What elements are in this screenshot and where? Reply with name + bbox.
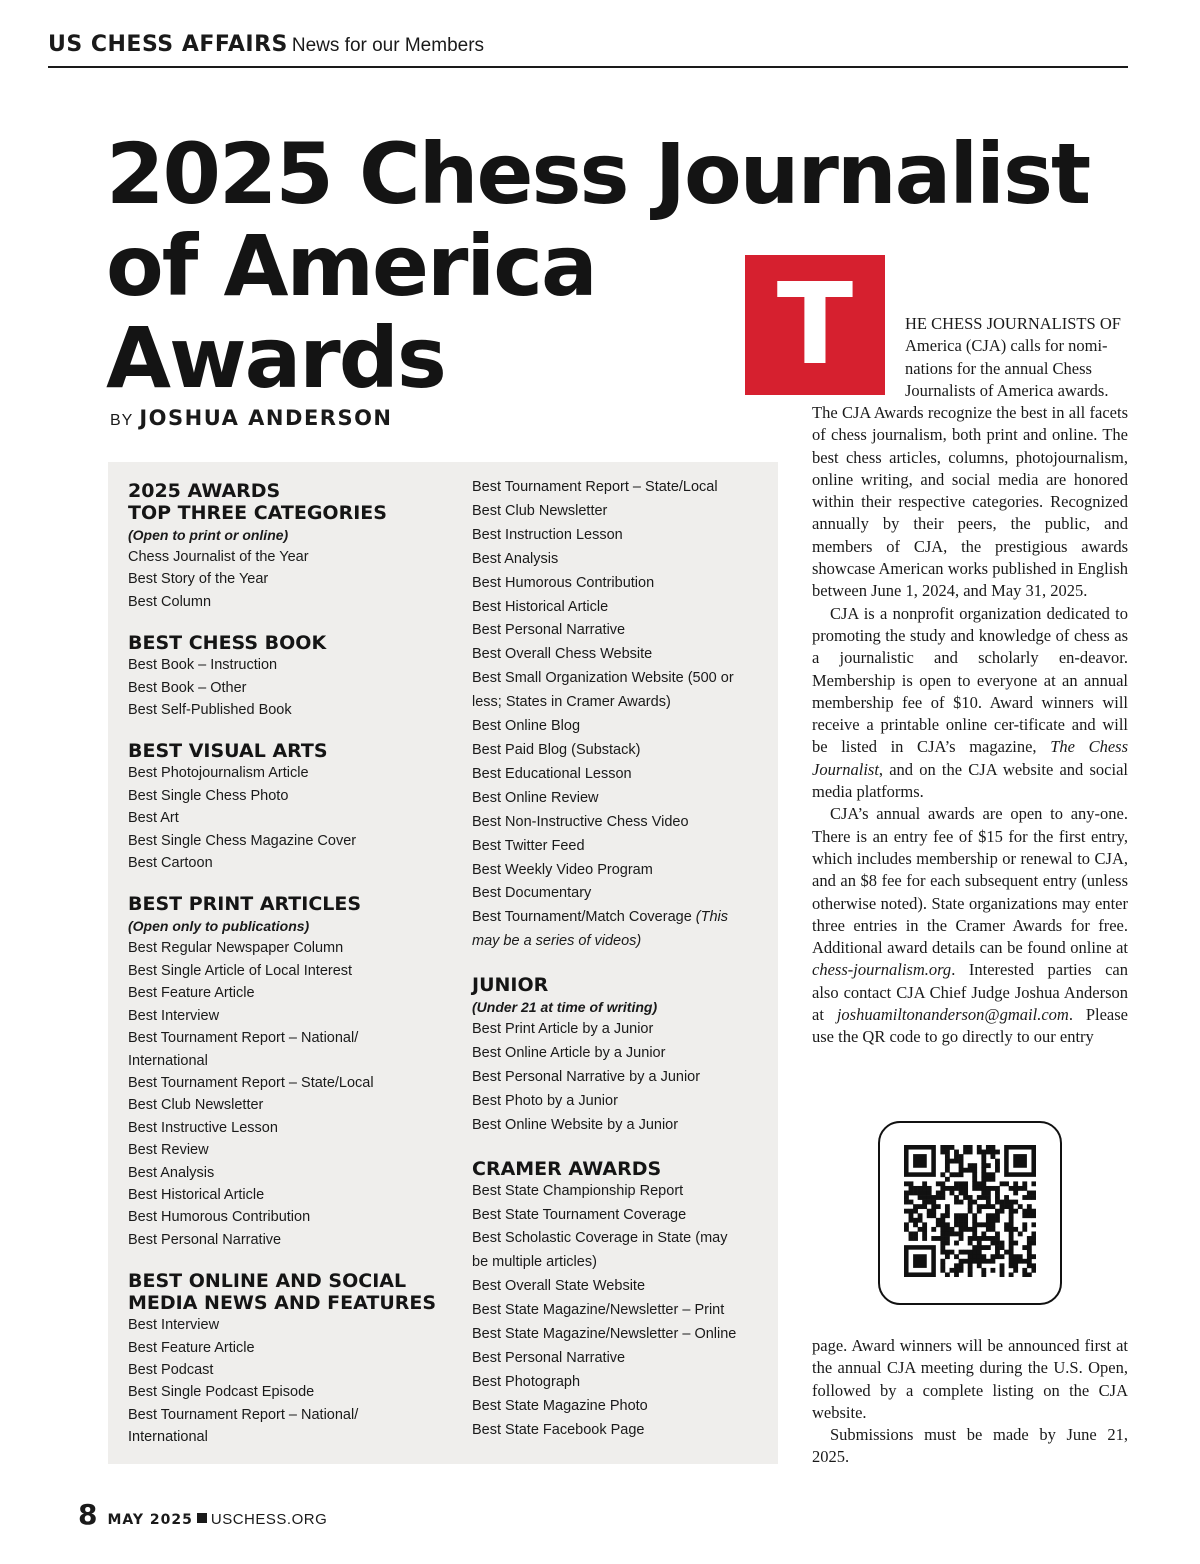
awards-column-right — [472, 476, 772, 1443]
list-item: Best Paid Blog (Substack) — [472, 741, 641, 758]
list-item: Best Small Organization Website (500 or — [472, 670, 734, 687]
list-item: Best Overall State Website — [472, 1278, 646, 1295]
list-item: Best Book – Other — [128, 679, 247, 696]
section-heading: BEST VISUAL ARTS — [128, 740, 328, 763]
section-note: (Under 21 at time of writing) — [472, 999, 658, 1016]
text-run: CJA’s annual awards are open to any-one. There is an entry fee of $15 for the first entry, which includes membership or renewal to CJA, and an $8 fee for each subsequent entry (unless otherwise noted). State organizations may enter three entries in the Cramer Awards for free. Additional award details can be found online at — [812, 804, 1128, 958]
list-item: Best Twitter Feed — [472, 837, 585, 854]
list-item: Best Instruction Lesson — [472, 526, 623, 543]
title-line: 2025 Chess Journalist — [106, 125, 1090, 223]
section-brand: US CHESS AFFAIRS — [48, 32, 288, 57]
title-line: of America — [106, 217, 596, 315]
list-item: Best Single Podcast Episode — [128, 1384, 315, 1401]
list-item: Best Humorous Contribution — [472, 574, 655, 591]
list-item: Best Online Article by a Junior — [472, 1045, 666, 1062]
list-item: Best Feature Article — [128, 1339, 255, 1356]
intro-line: America (CJA) calls for nomi- — [905, 336, 1108, 356]
intro-line: Journalists of America awards. — [905, 380, 1109, 400]
list-chess-book — [128, 654, 448, 721]
list-item: Best Feature Article — [128, 985, 255, 1002]
body-column-continued — [812, 1335, 1128, 1469]
item-note: (This — [695, 909, 729, 926]
qr-code-icon[interactable] — [878, 1121, 1062, 1305]
list-item: Best Tournament Report – National/ — [128, 1406, 359, 1423]
section-note: (Open to print or online) — [128, 527, 289, 543]
list-item: Best State Tournament Coverage — [472, 1206, 687, 1223]
item-text: Best Tournament/Match Coverage — [472, 909, 692, 926]
list-item: Best Single Chess Magazine Cover — [128, 832, 357, 849]
text-run: CJA is a nonprofit organization dedicated to promoting the study and knowledge of chess as a journalistic and scholarly en-deavor. Membership is open to everyone at an annual membership fee of $10. Award winners will receive a printable online cer-tificate and will be listed in CJA’s magazine, — [812, 603, 1128, 757]
list-item: Best Interview — [128, 1317, 220, 1334]
list-top-three — [128, 546, 448, 613]
list-item: Best Weekly Video Program — [472, 861, 653, 878]
website-link[interactable]: chess-journalism.org — [812, 960, 952, 980]
intro-line: HE CHESS JOURNALISTS OF — [905, 314, 1121, 333]
list-item: Best Interview — [128, 1007, 220, 1024]
list-cramer — [472, 1180, 772, 1443]
section-heading: BEST PRINT ARTICLES — [128, 893, 362, 916]
awards-category-box — [108, 462, 778, 1464]
section-heading: MEDIA NEWS AND FEATURES — [128, 1292, 437, 1315]
list-item: Best Photo by a Junior — [472, 1092, 618, 1109]
list-item: Best Online Website by a Junior — [472, 1116, 679, 1133]
paragraph: The CJA Awards recognize the best in all facets of chess journalism, both print and online. The best chess articles, columns, photojournalism, online writing, and social media are honored within their respective categories. Recognized annually by their peers, the public, and members of CJA, the prestigious awards showcase American works published in English between June 1, 2024, and May 31, 2025. — [812, 403, 1128, 601]
section-heading: CRAMER AWARDS — [472, 1157, 662, 1180]
body-column — [812, 402, 1128, 1049]
list-item: Best State Championship Report — [472, 1182, 684, 1199]
list-item: Best State Magazine/Newsletter – Online — [472, 1326, 737, 1343]
list-item: Best Single Article of Local Interest — [128, 962, 353, 979]
list-item: Best Online Review — [472, 789, 599, 806]
list-item: Best Story of the Year — [128, 571, 269, 588]
list-item: Best Historical Article — [128, 1186, 265, 1203]
list-item: Best State Magazine/Newsletter – Print — [472, 1302, 725, 1319]
byline-prefix: BY — [110, 412, 134, 429]
list-item: Best Club Newsletter — [128, 1097, 264, 1114]
section-heading: JUNIOR — [472, 974, 549, 997]
list-item: Best Self-Published Book — [128, 702, 292, 719]
list-item: Best Tournament Report – National/ — [128, 1030, 359, 1047]
list-item: Best Review — [128, 1142, 209, 1159]
author-name: JOSHUA ANDERSON — [139, 406, 393, 430]
list-item: Best Educational Lesson — [472, 765, 632, 782]
paragraph: page. Award winners will be announced first at the annual CJA meeting during the U.S. Open, followed by a complete listing on the CJA website. — [812, 1336, 1128, 1422]
email-link[interactable]: joshuamiltonanderson@gmail.com — [836, 1005, 1069, 1025]
list-print-articles — [128, 937, 448, 1251]
list-item: Chess Journalist of the Year — [128, 549, 309, 565]
list-item: Best Historical Article — [472, 598, 609, 615]
list-item: Best State Facebook Page — [472, 1421, 645, 1438]
list-item — [472, 930, 772, 954]
list-item: Best Personal Narrative — [472, 622, 626, 639]
text-run: , and on the CJA website and social media platforms. — [812, 759, 1128, 802]
list-item: Best Analysis — [472, 550, 559, 567]
list-item: Best Tournament Report – State/Local — [128, 1074, 374, 1091]
intro-line: nations for the annual Chess — [905, 358, 1092, 378]
section-tagline: News for our Members — [291, 35, 485, 56]
list-item: Best Personal Narrative — [472, 1350, 626, 1366]
list-item: Best Overall Chess Website — [472, 646, 653, 663]
text-run: . Please use the QR code to go directly to our entry — [812, 1005, 1129, 1047]
drop-cap: T — [745, 255, 885, 395]
list-item: Best State Magazine Photo — [472, 1397, 648, 1414]
running-header — [48, 32, 1128, 68]
section-heading: 2025 AWARDS — [128, 480, 281, 502]
intro-lines — [905, 313, 1127, 402]
byline — [110, 406, 393, 430]
list-item: Best Print Article by a Junior — [472, 1021, 654, 1038]
list-item: International — [128, 1052, 208, 1069]
list-item: less; States in Cramer Awards) — [472, 694, 671, 711]
page-number: 8 — [78, 1498, 98, 1531]
paragraph — [812, 603, 1128, 804]
list-item: Best Cartoon — [128, 855, 213, 872]
list-item: International — [128, 1429, 208, 1446]
list-item: be multiple articles) — [472, 1254, 597, 1271]
list-online-social — [128, 1314, 448, 1448]
list-item: Best Personal Narrative — [128, 1231, 282, 1248]
list-item: Best Regular Newspaper Column — [128, 940, 344, 957]
awards-column-left — [128, 480, 448, 1449]
page-footer — [78, 1498, 327, 1531]
list-visual-arts — [128, 762, 448, 874]
paragraph: Submissions must be made by June 21, 2025. — [812, 1425, 1128, 1467]
list-item: Best Humorous Contribution — [128, 1209, 311, 1226]
section-heading: TOP THREE CATEGORIES — [128, 502, 387, 524]
section-note: (Open only to publications) — [128, 918, 310, 935]
list-junior — [472, 1018, 772, 1138]
publication-name: The Chess Journalist — [812, 737, 1129, 779]
item-note: may be a series of videos) — [472, 933, 642, 950]
list-item: Best Single Chess Photo — [128, 787, 289, 804]
list-item: Best Art — [128, 810, 179, 827]
list-item: Best Scholastic Coverage in State (may — [472, 1230, 728, 1247]
section-heading: BEST ONLINE AND SOCIAL — [128, 1270, 407, 1293]
list-item: Best Personal Narrative by a Junior — [472, 1068, 701, 1085]
list-item: Best Club Newsletter — [472, 502, 608, 519]
list-item — [472, 906, 772, 930]
list-item: Best Non-Instructive Chess Video — [472, 813, 689, 830]
list-item: Best Photograph — [472, 1373, 581, 1390]
title-line: Awards — [106, 309, 445, 407]
list-item: Best Photojournalism Article — [128, 765, 309, 782]
footer-site: USCHESS.ORG — [210, 1511, 328, 1528]
list-item: Best Analysis — [128, 1164, 215, 1181]
list-item: Best Tournament Report – State/Local — [472, 479, 718, 495]
list-item: Best Documentary — [472, 885, 592, 902]
list-item: Best Instructive Lesson — [128, 1119, 278, 1136]
list-item: Best Podcast — [128, 1361, 214, 1378]
separator-square-icon — [197, 1513, 207, 1523]
issue-date: MAY 2025 — [107, 1512, 193, 1528]
paragraph — [812, 803, 1128, 1048]
text-run: . Interested parties can also contact CJA Chief Judge Joshua Anderson at — [812, 960, 1128, 1025]
list-item: Best Online Blog — [472, 718, 581, 735]
list-item: Best Book – Instruction — [128, 657, 278, 674]
section-heading: BEST CHESS BOOK — [128, 632, 327, 655]
list-online-continued — [472, 476, 772, 906]
list-item: Best Column — [128, 593, 212, 610]
